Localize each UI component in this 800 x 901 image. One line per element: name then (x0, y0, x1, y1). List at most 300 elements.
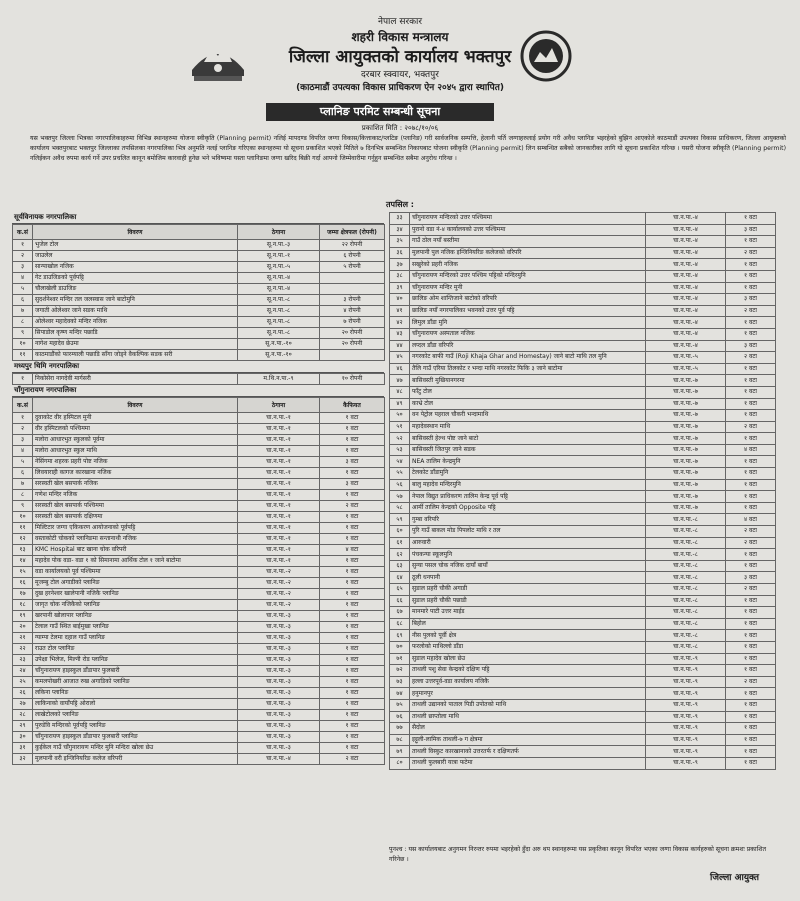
description-cell: बिहोल (410, 618, 646, 630)
table-row (13, 262, 385, 273)
address-cell: चा.न.पा.-३ (238, 677, 320, 688)
address-cell: चा.न.पा.-३ (238, 611, 320, 622)
table-row (13, 317, 385, 328)
address-cell: चा.न.पा.-४ (646, 282, 726, 294)
table-row (390, 224, 776, 236)
remark-cell: ४ रोपनी (320, 306, 385, 317)
remark-cell: १ वटा (320, 567, 385, 578)
remark-cell: १ वटा (726, 328, 776, 340)
table-row (13, 644, 385, 655)
address-cell: चा.न.पा.-१ (238, 424, 320, 435)
remark-cell: १ वटा (320, 512, 385, 523)
column-header: क.सं (13, 398, 33, 413)
established-line: (काठमाडौं उपत्यका विकास प्राधिकरण ऐन २०४५ द्वारा स्थापित) (296, 83, 504, 93)
serial-cell: ९ (13, 328, 33, 339)
address-cell: चा.न.पा.-४ (646, 305, 726, 317)
description-cell: निकोसेरा नागदेवी मार्गसरी (33, 374, 238, 385)
description-cell: टेलकोट डाँडामुनि (410, 468, 646, 480)
description-cell: चाँगुनारायण अस्पताल नजिक (410, 328, 646, 340)
column-header: विवरण (33, 398, 238, 413)
table-row (13, 479, 385, 490)
remark-cell: १ वटा (726, 386, 776, 398)
description-cell: लप्दल डाँडा वरिपरि (410, 340, 646, 352)
serial-cell: ३ (13, 435, 33, 446)
remark-cell: २ वटा (726, 421, 776, 433)
remark-cell: २ वटा (726, 584, 776, 596)
column-header: ठेगाना (238, 225, 320, 240)
table-row (13, 490, 385, 501)
remark-cell: २ वटा (726, 352, 776, 364)
table-row (13, 446, 385, 457)
description-cell: मूजम्बु टोल अगाडीको प्लानिङ (33, 578, 238, 589)
table-row (13, 633, 385, 644)
serial-cell: ७० (390, 641, 410, 653)
remark-cell: १ वटा (320, 743, 385, 754)
serial-cell: ४६ (390, 363, 410, 375)
description-cell: ताथली विस्कुट कारखानाको उत्तरतर्फ र दक्षिणतर्फ (410, 746, 646, 758)
description-cell: पुरि गाउँ बाकल मोड पिपलोट माथि र तल (410, 526, 646, 538)
remark-cell: ५ रोपनी (320, 262, 385, 273)
address-cell: चा.न.पा.-१ (238, 457, 320, 468)
table-row (390, 618, 776, 630)
address-cell: चा.न.पा.-७ (646, 444, 726, 456)
description-cell: टेलाल गाउँ स्थित बाईमुखा प्लानिङ (33, 622, 238, 633)
remark-cell: १ वटा (320, 523, 385, 534)
table-row (13, 721, 385, 732)
table-row (390, 247, 776, 259)
remark-cell: १ वटा (726, 734, 776, 746)
table-row (13, 567, 385, 578)
remark-cell: १ वटा (726, 630, 776, 642)
serial-cell: २४ (13, 666, 33, 677)
table-row (390, 294, 776, 306)
remark-cell: ३ वटा (726, 340, 776, 352)
description-cell: तैलि गाउँ एरिया तिलकोट र भन्दा माथि नगरकोट फिकि ३ जाने बाटोमा (410, 363, 646, 375)
serial-cell: ६७ (390, 607, 410, 619)
notice-title: प्लानिङ परमिट सम्बन्धी सूचना (266, 103, 494, 121)
serial-cell: ३२ (13, 754, 33, 765)
description-cell: महादेव पोक वडा- वडा १ को सिमानामा आर्थिक टोल १ जाने बाटोमा (33, 556, 238, 567)
description-cell: बालु महादेव मन्दिरमुनि (410, 479, 646, 491)
serial-cell: ७४ (390, 688, 410, 700)
address-cell: चा.न.पा.-३ (238, 699, 320, 710)
address-cell: चा.न.पा.-३ (238, 688, 320, 699)
table-row (13, 284, 385, 295)
serial-cell: ९ (13, 501, 33, 512)
table-row (13, 611, 385, 622)
remark-cell: १ वटा (726, 468, 776, 480)
serial-cell: ५ (13, 284, 33, 295)
signature: जिल्ला आयुक्त (710, 873, 760, 883)
remark-cell: १ वटा (726, 317, 776, 329)
table-row (390, 723, 776, 735)
serial-cell: ७८ (390, 734, 410, 746)
address-cell: चा.न.पा.-३ (238, 732, 320, 743)
serial-cell: ६ (13, 295, 33, 306)
description-cell: हल्ला उत्तरपूर्व-वडा कार्यालय नजिकै (410, 676, 646, 688)
description-cell: नेसिंगमा शहरक प्रहरी पोष्ट नजिक (33, 457, 238, 468)
serial-cell: ५७ (390, 491, 410, 503)
address-cell: चा.न.पा.-७ (646, 456, 726, 468)
table-row (13, 534, 385, 545)
description-cell: सुदर्शनेश्वर मन्दिर तल जलस्वास जाने बाटोमुनि (33, 295, 238, 306)
address-cell: चा.न.पा.-८ (646, 537, 726, 549)
address-cell: चा.न.पा.-७ (646, 421, 726, 433)
description-cell: सुडाल प्रहरी चौकी पछाडी (410, 595, 646, 607)
serial-cell: २८ (13, 710, 33, 721)
remark-cell: ६ रोपनी (320, 251, 385, 262)
address-cell: चा.न.पा.-२ (238, 600, 320, 611)
description-cell: हनुमानपुर (410, 688, 646, 700)
remark-cell (320, 273, 385, 284)
table-row (13, 578, 385, 589)
address-cell: चा.न.पा.-३ (238, 622, 320, 633)
address-cell: चा.न.पा.-१ (238, 413, 320, 424)
table-row (13, 512, 385, 523)
serial-cell: १ (13, 240, 33, 251)
column-header: क.सं (13, 225, 33, 240)
remark-cell: ३ वटा (320, 479, 385, 490)
remark-cell: १ वटा (320, 578, 385, 589)
description-cell: लाखेटोलको प्लानिङ (33, 710, 238, 721)
remark-cell: २ वटा (726, 247, 776, 259)
table-row (390, 305, 776, 317)
description-cell: ताथली फुलबारी यात्रा फटेमा (410, 757, 646, 769)
serial-cell: ८० (390, 757, 410, 769)
address-cell: सू.न.पा.-८ (238, 317, 320, 328)
serial-cell: ३७ (390, 259, 410, 271)
remark-cell: १ वटा (726, 560, 776, 572)
remark-cell (320, 284, 385, 295)
table-row (13, 240, 385, 251)
table-row (390, 699, 776, 711)
serial-cell: २२ (13, 644, 33, 655)
address-cell: चा.न.पा.-७ (646, 479, 726, 491)
serial-cell: ७३ (390, 676, 410, 688)
table-row (13, 754, 385, 765)
address-cell: चा.न.पा.-१ (238, 534, 320, 545)
serial-cell: १९ (13, 611, 33, 622)
section-table (12, 373, 385, 385)
address-cell: चा.न.पा.-७ (646, 502, 726, 514)
description-cell: कमलपोखरी आजात रुख अगाडिको प्लानिङ (33, 677, 238, 688)
description-cell: वीर हस्पिटलको पश्चिममा (33, 424, 238, 435)
serial-cell: ४ (13, 446, 33, 457)
office-address: दरबार स्क्वायर, भक्तपुर (361, 70, 439, 80)
address-cell: चा.न.पा.-९ (646, 653, 726, 665)
table-row (390, 734, 776, 746)
address-cell: चा.न.पा.-१ (238, 512, 320, 523)
description-cell: सुडाल प्रहरी चौकी अगाडी (410, 584, 646, 596)
remark-cell: १ वटा (726, 410, 776, 422)
serial-cell: ७ (13, 306, 33, 317)
description-cell: ताथली पशु सेवा केन्द्रको दक्षिण पट्टि (410, 665, 646, 677)
description-cell: जगाती ओलेश्वर जाने सडक माथि (33, 306, 238, 317)
description-cell: मानमारे पाटी उत्तर माईड (410, 607, 646, 619)
table-row (13, 295, 385, 306)
description-cell: जाउलेल (33, 251, 238, 262)
description-cell: KMC Hospital बाट खाना चोक वरिपरी (33, 545, 238, 556)
description-cell: गुम्बा वरिपरि (410, 514, 646, 526)
address-cell: चा.न.पा.-८ (646, 618, 726, 630)
description-cell: सखुरेको प्रहरी नजिक (410, 259, 646, 271)
table-row (390, 595, 776, 607)
column-header: ठेगाना (238, 398, 320, 413)
notice-header (0, 0, 800, 130)
table-row (390, 468, 776, 480)
description-cell: कुईकेल गाउँ चाँगुनारायण मन्दिर मुनि मन्दिरा खोला छेउ (33, 743, 238, 754)
remark-cell: १ वटा (726, 363, 776, 375)
address-cell: चा.न.पा.-४ (646, 317, 726, 329)
description-cell: सैदोल (410, 723, 646, 735)
description-cell: चौलाखेली डाउजिङ (33, 284, 238, 295)
table-row (390, 340, 776, 352)
table-row (390, 560, 776, 572)
remark-cell: २ वटा (726, 305, 776, 317)
serial-cell: ३८ (390, 270, 410, 282)
description-cell: चाँगुनारायण मन्दिरको उत्तर पश्चिम पट्टिको मन्दिरमुनि (410, 270, 646, 282)
address-cell: चा.न.पा.-९ (646, 723, 726, 735)
description-cell: गेट डाउजिङको पूर्वपट्टि (33, 273, 238, 284)
description-cell: वडा कार्यालयको पूर्व पश्चिममा (33, 567, 238, 578)
remark-cell: १ वटा (726, 259, 776, 271)
serial-cell: ८ (13, 317, 33, 328)
address-cell: चा.न.पा.-४ (646, 236, 726, 248)
table-row (13, 710, 385, 721)
address-cell: चा.न.पा.-२ (238, 578, 320, 589)
published-date: प्रकाशित मिति : २०७८/१०/०६ (361, 124, 439, 132)
address-cell: चा.न.पा.-४ (238, 754, 320, 765)
description-cell: पुरुडेवि मन्दिरको पूर्वपट्टि प्लानिङ (33, 721, 238, 732)
address-cell: चा.न.पा.-३ (238, 666, 320, 677)
table-row (13, 545, 385, 556)
address-cell: चा.न.पा.-५ (646, 352, 726, 364)
column-header: विवरण (33, 225, 238, 240)
description-cell: दुख हरनेश्वर खालेपानी नजिकै प्लानिङ (33, 589, 238, 600)
description-cell: आर्मी तालिम केन्द्रको Opposite पट्टि (410, 502, 646, 514)
table-row (390, 572, 776, 584)
address-cell: चा.न.पा.-७ (646, 375, 726, 387)
address-cell: चा.न.पा.-९ (646, 746, 726, 758)
table-row (390, 688, 776, 700)
serial-cell: ४४ (390, 340, 410, 352)
description-cell: फाँटु टोल (410, 386, 646, 398)
table-row (390, 352, 776, 364)
annex-label: तपसिल : (386, 200, 414, 209)
description-cell: गाउँ ठोल नयाँ बस्तीमा (410, 236, 646, 248)
table-row (390, 386, 776, 398)
table-row (13, 306, 385, 317)
table-row (13, 600, 385, 611)
serial-cell: १ (13, 413, 33, 424)
description-cell: भुजेल टोल (33, 240, 238, 251)
description-cell: चाँगुनारायण मन्दिरको उत्तर पश्चिममा (410, 213, 646, 225)
table-row (390, 514, 776, 526)
serial-cell: ३४ (390, 224, 410, 236)
serial-cell: १३ (13, 545, 33, 556)
remark-cell: १ वटा (320, 732, 385, 743)
address-cell: सू.न.पा.-४ (238, 273, 320, 284)
description-cell: वस्ताकोटी चोकको प्लानिङमा सन्तानाथी नजिक (33, 534, 238, 545)
address-cell: चा.न.पा.-४ (646, 328, 726, 340)
description-cell: खरपानी खोलापार प्लानिङ (33, 611, 238, 622)
address-cell: चा.न.पा.-१ (238, 446, 320, 457)
serial-cell: ५३ (390, 444, 410, 456)
description-cell: सरस्वती खेल बसपार्क पश्चिममा (33, 501, 238, 512)
description-cell: पुरानो वडा नं-४ कार्यालयको उत्तर पश्चिममा (410, 224, 646, 236)
address-cell: चा.न.पा.-२ (238, 589, 320, 600)
remark-cell: १ वटा (726, 375, 776, 387)
serial-cell: ५१ (390, 421, 410, 433)
address-cell: चा.न.पा.-१ (238, 435, 320, 446)
table-row (390, 270, 776, 282)
address-cell: चा.न.पा.-४ (646, 247, 726, 259)
serial-cell: १२ (13, 534, 33, 545)
remark-cell: १ वटा (726, 213, 776, 225)
remark-cell: २० रोपनी (320, 339, 385, 350)
serial-cell: ४० (390, 294, 410, 306)
serial-cell: ४२ (390, 317, 410, 329)
table-row (390, 665, 776, 677)
serial-cell: २ (13, 424, 33, 435)
serial-cell: ७६ (390, 711, 410, 723)
serial-cell: १६ (13, 578, 33, 589)
serial-cell: ७ (13, 479, 33, 490)
serial-cell: २७ (13, 699, 33, 710)
table-row (13, 435, 385, 446)
remark-cell: २० रोपनी (320, 328, 385, 339)
column-header: कैफियत (320, 398, 385, 413)
remark-cell (320, 350, 385, 361)
description-cell: बासिवस्ती हेल्थ पोष्ट जाने बाटो (410, 433, 646, 445)
description-cell: चाँगुनारायण हाइस्कुल डाँडापार फुलबारी प्लानिङ (33, 732, 238, 743)
table-row (13, 688, 385, 699)
address-cell: सू.न.पा.-३ (238, 240, 320, 251)
address-cell: चा.न.पा.-३ (238, 721, 320, 732)
remark-cell: १ वटा (726, 757, 776, 769)
address-cell: सू.न.पा.-८ (238, 306, 320, 317)
description-cell: ताथली उद्यानको पाताल पिडी उपोतको माथि (410, 699, 646, 711)
address-cell: चा.न.पा.-७ (646, 468, 726, 480)
serial-cell: ४७ (390, 375, 410, 387)
remark-cell: १ वटा (320, 424, 385, 435)
remark-cell: १ वटा (726, 746, 776, 758)
remark-cell: ३ वटा (726, 224, 776, 236)
remark-cell: १ वटा (726, 688, 776, 700)
description-cell: उपेक्षा भिलेज, मिल्नी रोड प्लानिङ (33, 655, 238, 666)
description-cell: NEA तालिम केन्द्रमुनि (410, 456, 646, 468)
table-row (13, 350, 385, 361)
table-row (390, 363, 776, 375)
table-row (390, 421, 776, 433)
remark-cell: १ वटा (320, 611, 385, 622)
serial-cell: ६१ (390, 537, 410, 549)
address-cell: चा.न.पा.-१ (238, 479, 320, 490)
serial-cell: ४९ (390, 398, 410, 410)
remark-cell: १ वटा (726, 665, 776, 677)
table-row (13, 523, 385, 534)
address-cell: सू.न.पा.-८ (238, 295, 320, 306)
remark-cell: ३ रोपनी (320, 295, 385, 306)
description-cell: छालिङ नयाँ नगरपालिका भवनको उत्तर पूर्व पट्टि (410, 305, 646, 317)
address-cell: म.थि.न.पा.-९ (238, 374, 320, 385)
remark-cell: १ वटा (320, 446, 385, 457)
table-header-row (13, 398, 385, 413)
remark-cell: ३ वटा (726, 572, 776, 584)
ministry-line: शहरी विकास मन्त्रालय (351, 30, 449, 44)
description-cell: जागृत चोक नजिकैको प्लानिङ (33, 600, 238, 611)
address-cell: सू.न.पा.-५ (238, 262, 320, 273)
table-row (390, 653, 776, 665)
remark-cell: २ वटा (726, 676, 776, 688)
table-row (390, 375, 776, 387)
table-row (13, 589, 385, 600)
address-cell: चा.न.पा.-८ (646, 526, 726, 538)
address-cell: सू.न.पा.-१ (238, 251, 320, 262)
address-cell: चा.न.पा.-९ (646, 757, 726, 769)
address-cell: चा.न.पा.-१ (238, 523, 320, 534)
section-title: मध्यपुर थिमि नगरपालिका (12, 361, 384, 373)
serial-cell: ५४ (390, 456, 410, 468)
description-cell: नेपाल विद्युत प्राधिकरण तालिम केन्द्र पूर्व पट्टि (410, 491, 646, 503)
description-cell: लाकिनाको वायाँपट्टि ओरालो (33, 699, 238, 710)
remark-cell: १ वटा (320, 721, 385, 732)
address-cell: चा.न.पा.-९ (646, 699, 726, 711)
remark-cell: १ वटा (726, 723, 776, 735)
description-cell: मलोरा आधारभुत स्कुलको पूर्वमा (33, 435, 238, 446)
serial-cell: ११ (13, 350, 33, 361)
serial-cell: २ (13, 251, 33, 262)
address-cell: चा.न.पा.-४ (646, 213, 726, 225)
serial-cell: ५६ (390, 479, 410, 491)
serial-cell: ८ (13, 490, 33, 501)
remark-cell: १ वटा (320, 644, 385, 655)
address-cell: चा.न.पा.-९ (646, 676, 726, 688)
address-cell: चा.न.पा.-१ (238, 545, 320, 556)
description-cell: छालिङ ओम शान्तिजाने बाटोको वरिपरि (410, 294, 646, 306)
remark-cell: १ वटा (320, 600, 385, 611)
remark-cell: ४ वटा (726, 444, 776, 456)
remark-cell: १ वटा (726, 595, 776, 607)
address-cell: चा.न.पा.-८ (646, 560, 726, 572)
serial-cell: १८ (13, 600, 33, 611)
address-cell: सू.न.पा.-१० (238, 339, 320, 350)
serial-cell: १ (13, 374, 33, 385)
address-cell: चा.न.पा.-४ (646, 270, 726, 282)
table-row (390, 282, 776, 294)
remark-cell: १ वटा (726, 699, 776, 711)
remark-cell: १ वटा (726, 433, 776, 445)
description-cell: सुडाल महादेव खोला छेउ (410, 653, 646, 665)
address-cell: चा.न.पा.-५ (646, 363, 726, 375)
address-cell: चा.न.पा.-८ (646, 641, 726, 653)
description-cell: राउत टोल प्लानिङ (33, 644, 238, 655)
table-row (390, 456, 776, 468)
table-row (390, 398, 776, 410)
serial-cell: २३ (13, 655, 33, 666)
table-row (13, 699, 385, 710)
left-column (12, 212, 384, 765)
serial-cell: ३३ (390, 213, 410, 225)
gov-line: नेपाल सरकार (377, 17, 423, 27)
address-cell: चा.न.पा.-४ (646, 340, 726, 352)
remark-cell: १० रोपनी (320, 374, 385, 385)
serial-cell: ११ (13, 523, 33, 534)
table-row (13, 501, 385, 512)
address-cell: चा.न.पा.-४ (646, 224, 726, 236)
serial-cell: १० (13, 339, 33, 350)
remark-cell: १ वटा (726, 456, 776, 468)
